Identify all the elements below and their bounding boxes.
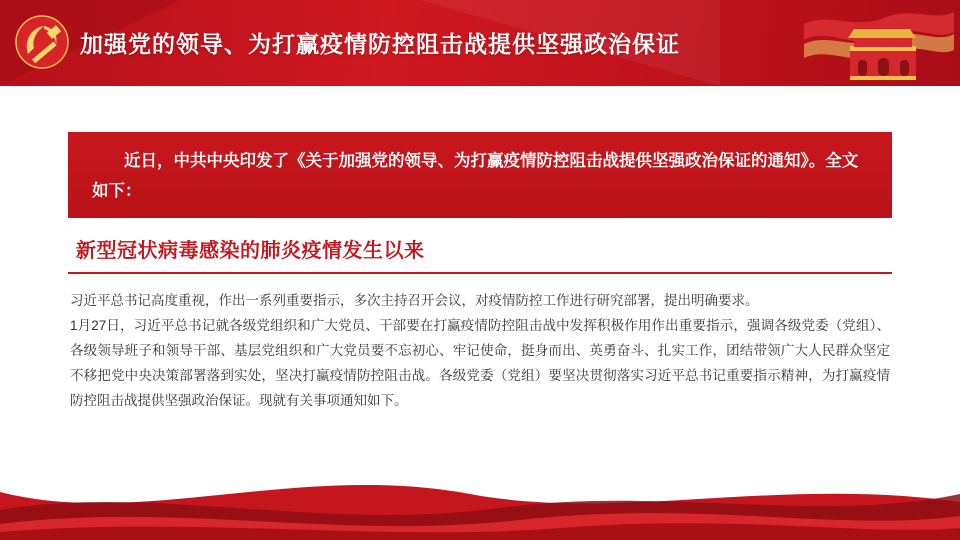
quote-banner — [68, 132, 892, 218]
party-emblem-hammer-sickle-icon — [14, 14, 70, 70]
red-ribbon-banner-icon — [0, 432, 960, 540]
quote-text: 近日，中共中央印发了《关于加强党的领导、为打赢疫情防控阻击战提供坚强政治保证的通知》。全文如下： — [92, 152, 859, 200]
body-text — [70, 288, 890, 413]
page-title: 加强党的领导、为打赢疫情防控阻击战提供坚强政治保证 — [80, 31, 680, 57]
tiananmen-gate-icon — [804, 6, 954, 82]
section-heading-text: 新型冠状病毒感染的肺炎疫情发生以来 — [76, 240, 425, 262]
body-paragraph-1: 习近平总书记高度重视，作出一系列重要指示，多次主持召开会议，对疫情防控工作进行研究部署，提出明确要求。 — [70, 293, 759, 308]
section-heading — [68, 228, 892, 274]
body-paragraph-2: 1月27日，习近平总书记就各级党组织和广大党员、干部要在打赢疫情防控阻击战中发挥积极作用作出重要指示，强调各级党委（党组）、各级领导班子和领导干部、基层党组织和广大党员要不忘初心、牢记使命，挺身而出、英勇奋斗、扎实工作，团结带领广大人民群众坚定不移把党中央决策部署落到实处，坚决打赢疫情防控阻击战。各级党委（党组）要坚决贯彻落实习近平总书记重要指示精神，为打赢疫情防控阻击战提供坚强政治保证。现就有关事项通知如下。 — [70, 318, 890, 408]
header-bar — [0, 0, 960, 86]
